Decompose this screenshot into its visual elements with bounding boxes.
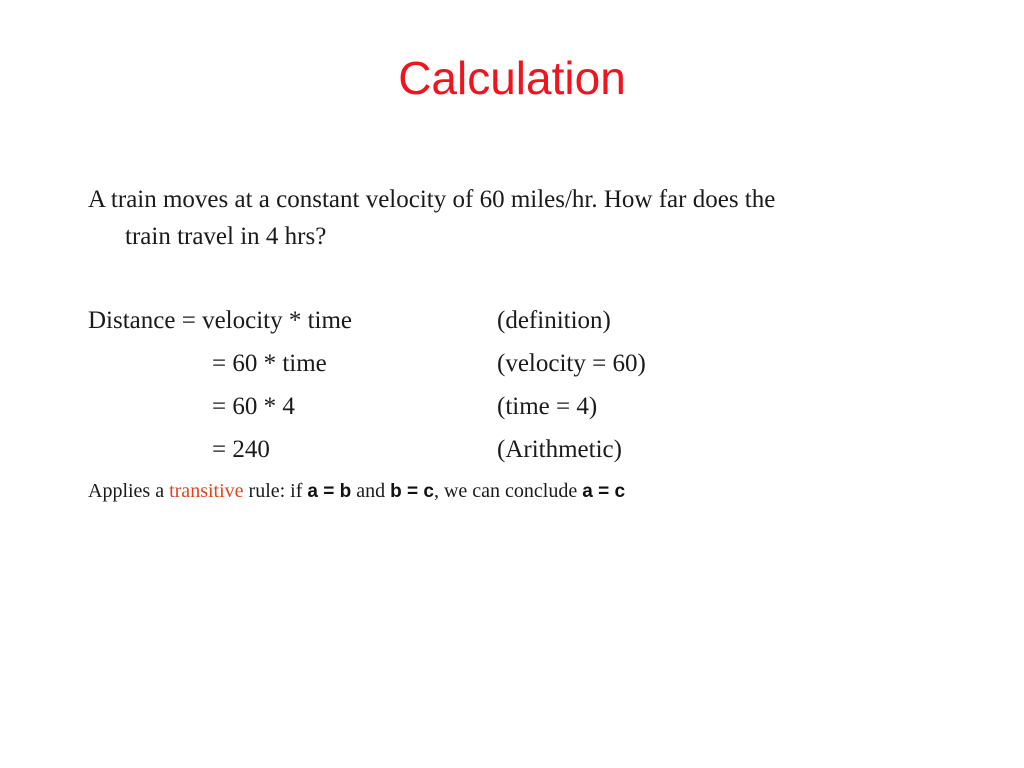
derivation-expression: = 240 <box>212 436 270 463</box>
derivation-expression: = 60 * time <box>212 350 327 377</box>
rule-math-a-equals-c: a = c <box>582 481 626 502</box>
rule-highlight-transitive: transitive <box>169 480 244 502</box>
derivation-lhs: Distance = velocity * time <box>88 307 353 334</box>
transitive-rule-note <box>88 476 625 507</box>
derivation-expression: = 60 * 4 <box>212 393 295 420</box>
question-line-2: train travel in 4 hrs? <box>125 223 327 250</box>
rule-text: and <box>351 480 391 502</box>
question-paragraph <box>88 181 918 255</box>
rule-math-a-equals-b: a = b <box>307 481 352 502</box>
rule-text: , we can conclude <box>433 480 583 502</box>
rule-math-b-equals-c: b = c <box>390 481 434 502</box>
rule-prefix: Applies a <box>88 480 170 502</box>
derivation-reason: (definition) <box>497 307 611 334</box>
derivation-reason: (Arithmetic) <box>497 436 622 463</box>
derivation-reason: (time = 4) <box>497 393 598 420</box>
slide-title: Calculation <box>398 52 626 104</box>
rule-text: rule: if <box>243 480 308 502</box>
derivation-reason: (velocity = 60) <box>497 350 646 377</box>
question-line-1: A train moves at a constant velocity of 60 miles/hr. How far does the <box>88 186 776 213</box>
